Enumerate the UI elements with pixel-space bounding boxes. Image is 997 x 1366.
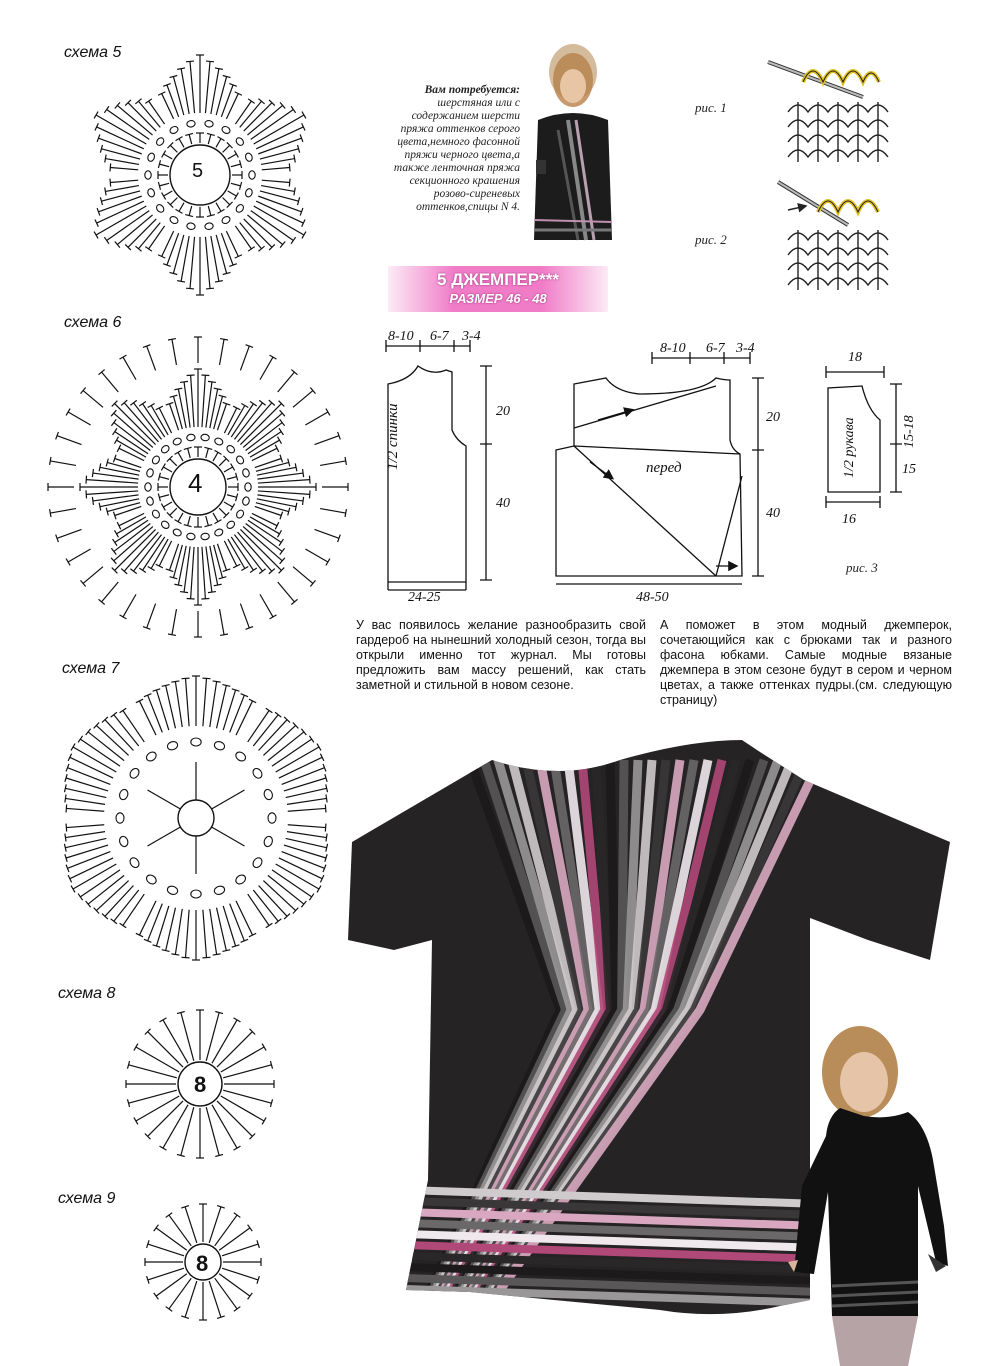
materials-line: розово-сиреневых	[433, 188, 520, 200]
back-outline	[388, 366, 466, 590]
pattern-title: 5 ДЖЕМПЕР***	[437, 270, 559, 289]
materials-line: пряжи черного цвета,а	[404, 149, 520, 161]
back-right-dim-2: 40	[496, 496, 510, 511]
materials-block	[360, 84, 520, 214]
materials-line: шерстяная или с	[437, 97, 520, 109]
model-photo-bottom	[768, 1016, 948, 1366]
back-right-dim-1: 20	[496, 404, 510, 419]
sleeve-right-dim-2: 15	[902, 462, 916, 477]
back-bottom-dim: 24-25	[408, 590, 441, 605]
sleeve-label: 1/2 рукава	[842, 417, 857, 478]
sleeve-right-dim-1: 15-18	[902, 415, 917, 448]
front-outline	[556, 378, 742, 576]
figure-2-caption: рис. 2	[695, 232, 727, 247]
front-top-dim-2: 6-7	[706, 341, 725, 356]
scheme-6-label: схема 6	[64, 314, 122, 331]
front-top-dim-3: 3-4	[736, 341, 755, 356]
back-top-dim-1: 8-10	[388, 329, 414, 344]
scheme-5-number: 5	[192, 160, 204, 182]
materials-line: пряжа оттенков серого	[400, 123, 520, 135]
scheme-8-number: 8	[194, 1072, 207, 1097]
front-bottom-dim: 48-50	[636, 590, 669, 605]
pattern-size: РАЗМЕР 46 - 48	[449, 291, 547, 306]
scheme-5-label: схема 5	[64, 44, 122, 61]
materials-line: секционного крашения	[409, 175, 520, 187]
scheme-8-label: схема 8	[58, 985, 116, 1002]
materials-heading: Вам потребуется:	[424, 84, 520, 96]
front-right-dim-2: 40	[766, 506, 780, 521]
figure-1-caption: рис. 1	[695, 100, 727, 115]
scheme-6-number: 4	[188, 468, 203, 498]
back-top-dim-3: 3-4	[462, 329, 481, 344]
materials-line: цвета,немного фасонной	[397, 136, 520, 148]
model-photo-top	[528, 40, 618, 240]
scheme-9-label: схема 9	[58, 1190, 116, 1207]
figure-3-caption: рис. 3	[846, 560, 878, 575]
knit-stitch-illustration-1	[768, 52, 908, 172]
intro-text-right: А поможет в этом модный джемперок, сочетающийся как с брюками так и разного фасона юбками. Самые модные вязаные джемпера в этом сезоне будут в сером и черном цветах, а также оттенках пудры.(см. следующую страницу)	[660, 618, 952, 707]
title-banner	[388, 266, 608, 312]
back-label: 1/2 спинки	[385, 403, 401, 470]
intro-text-left: У вас появилось желание разнообразить свой гардероб на нынешний холодный сезон, тогда вы открыли именно тот журнал. Мы готовы предложить вам массу решений, как стать заметной и стильной в новом сезоне.	[356, 618, 646, 692]
front-right-dim-1: 20	[766, 410, 780, 425]
front-top-dim-1: 8-10	[660, 341, 686, 356]
knit-stitch-illustration-2	[768, 180, 908, 300]
sleeve-top-dim: 18	[848, 350, 862, 365]
front-label: перед	[646, 460, 682, 476]
materials-line: оттенков,спицы N 4.	[416, 201, 520, 213]
materials-line: также ленточная пряжа	[393, 162, 520, 174]
back-top-dim-2: 6-7	[430, 329, 449, 344]
sleeve-bottom-dim: 16	[842, 512, 856, 527]
scheme-9-number: 8	[196, 1251, 209, 1276]
materials-line: содержанием шерсти	[411, 110, 520, 122]
scheme-7-label: схема 7	[62, 660, 120, 677]
